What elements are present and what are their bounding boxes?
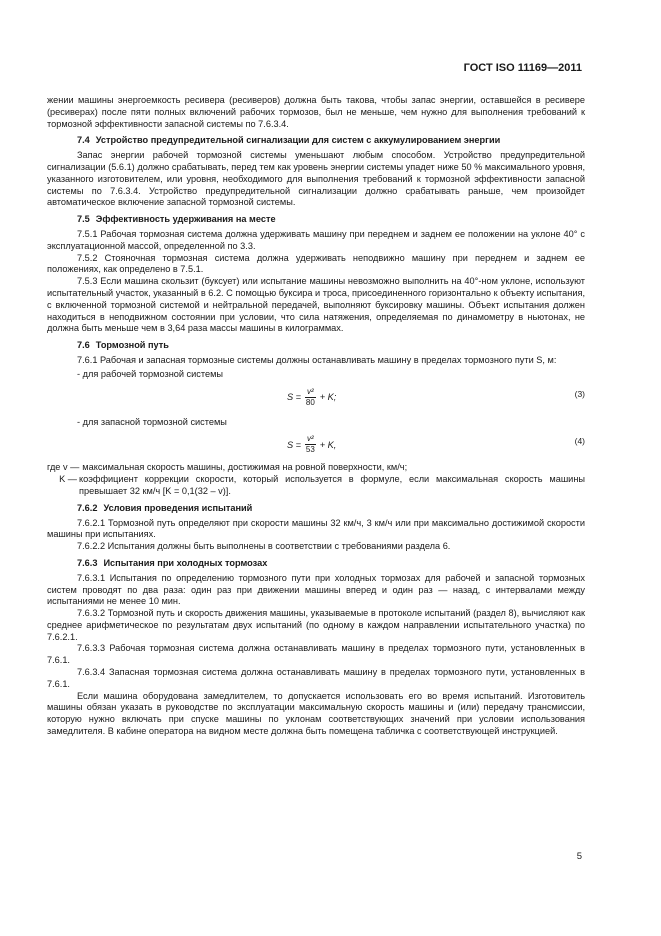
variable-definitions (47, 462, 585, 497)
section-heading-7-4 (77, 135, 585, 147)
section-title: Эффективность удерживания на месте (95, 214, 276, 225)
formula-lhs: S = (287, 392, 302, 403)
paragraph-7-6-3-3: 7.6.3.3 Рабочая тормозная система должна останавливать машину в пределах тормозного пути, установленных в 7.6.1. (47, 643, 585, 666)
definition-text: максимальная скорость машины, достижимая на ровной поверхности, км/ч; (82, 462, 408, 473)
section-title: Тормозной путь (95, 340, 169, 351)
section-heading-7-6-2 (77, 503, 585, 515)
paragraph-7-6-1: 7.6.1 Рабочая и запасная тормозные системы должны останавливать машину в пределах тормозного пути S, м: (77, 354, 557, 365)
page-number: 5 (576, 851, 582, 862)
formula-3 (47, 381, 585, 415)
formula-rhs: + K; (319, 392, 337, 403)
definition-v (47, 462, 585, 474)
paragraph-7-6-3-2: 7.6.3.2 Тормозной путь и скорость движения машины, указываемые в протоколе испытаний (раздел 8), вычисляют как среднее арифметическое по результатам двух испытаний (по одному в каждом направлении испытательного участка) по 7.6.2.1. (47, 608, 585, 642)
paragraph: Если машина оборудована замедлителем, то допускается использовать его во время испытаний. Изготовитель машины обязан указать в руководстве по эксплуатации максимальную скорость машины и (или) передачу трансмиссии, которую нужно включать при спуске машины по уклонам соответствующих значений при условии использования замедлителя. В кабине оператора на видном месте должна быть помещена табличка с соответствующей инструкцией. (47, 690, 585, 737)
formula-label: (4) (574, 436, 585, 447)
list-item: - для рабочей тормозной системы (77, 368, 224, 379)
formula-label: (3) (574, 388, 585, 399)
fraction (305, 387, 316, 408)
list-item: - для запасной тормозной системы (77, 416, 227, 427)
fraction (305, 434, 316, 455)
section-number: 7.5 (77, 214, 90, 225)
section-number: 7.4 (77, 135, 90, 146)
document-header: ГОСТ ISO 11169—2011 (463, 62, 582, 74)
paragraph-7-5-1: 7.5.1 Рабочая тормозная система должна удерживать машину при переднем и заднем ее положении на уклоне 40° с эксплуатационной массой, определенной по 3.3. (47, 228, 585, 251)
fraction-denominator: 53 (305, 445, 315, 455)
section-number: 7.6.3 (77, 557, 98, 568)
section-heading-7-6 (77, 340, 585, 352)
paragraph: жении машины энергоемкость ресивера (ресиверов) должна быть такова, чтобы запас энергии, оставшейся в ресивере (ресиверах) после пяти полных включений рабочих тормозов, был не меньше, чем нужно для выполнения требований к тормозной эффективности запасной системы по 7.6.3.4. (47, 95, 585, 129)
definition-text: коэффициент коррекции скорости, который используется в формуле, если максимальная скорость машины превышает 32 км/ч [K = 0,1(32 – v)]. (79, 474, 585, 496)
definition-symbol: где v — (47, 462, 80, 473)
section-heading-7-5 (77, 214, 585, 226)
paragraph-7-5-3: 7.5.3 Если машина скользит (буксует) или испытание машины невозможно выполнить на 40°-ном уклоне, используют испытательный участок, указанный в 6.2. С помощью буксира и троса, присоединенного горизонтально к объекту испытания, с включенной тормозной системой и нейтральной передачей, выполняют буксировку машины. Объект испытания должен находиться в неподвижном состоянии при условии, что сила натяжения, определяемая по динамометру в ньютонах, не должна быть меньше чем в 3,64 раза массы машины в килограммах. (47, 276, 585, 334)
fraction-denominator: 80 (305, 397, 315, 407)
paragraph-7-5-2: 7.5.2 Стояночная тормозная система должна удерживать неподвижно машину при переднем и заднем ее положениях, как определено в 7.5.1. (47, 252, 585, 275)
section-number: 7.6.2 (77, 502, 98, 513)
section-title: Испытания при холодных тормозах (103, 557, 268, 568)
definition-symbol: K — (59, 474, 77, 485)
section-title: Условия проведения испытаний (103, 502, 253, 513)
page-body (47, 95, 585, 738)
paragraph-7-6-3-1: 7.6.3.1 Испытания по определению тормозного пути при холодных тормозах для рабочей и запасной тормозных систем проводят по два раза: один раз при движении машины вперед и один раз — назад, с интервалами между испытаниями не менее 10 мин. (47, 572, 585, 607)
paragraph: Запас энергии рабочей тормозной системы уменьшают любым способом. Устройство предупредительной сигнализации (5.6.1) должно срабатывать, перед тем как уровень энергии системы упадет ниже 50 % максимального уровня, указанного изготовителем, или уровня, необходимого для выполнения требований к тормозной эффективности запасной системы по 7.6.3.4. Устройство предупредительной сигнализации должно срабатывать раньше, чем произойдет автоматическое включение запасной тормозной системы. (47, 150, 585, 208)
section-heading-7-6-3 (77, 558, 585, 570)
formula-lhs: S = (287, 439, 302, 450)
fraction-numerator: v² (307, 434, 314, 444)
paragraph-7-6-3-4: 7.6.3.4 Запасная тормозная система должна останавливать машину в пределах тормозного пути, установленных в 7.6.1. (47, 667, 585, 689)
paragraph-7-6-2-2: 7.6.2.2 Испытания должны быть выполнены в соответствии с требованиями раздела 6. (77, 541, 451, 552)
paragraph-7-6-2-1: 7.6.2.1 Тормозной путь определяют при скорости машины 32 км/ч, 3 км/ч или при максимально достижимой скорости машины при испытаниях. (47, 517, 585, 540)
formula-rhs: + K, (319, 439, 337, 450)
definition-k (47, 474, 585, 498)
formula-4 (47, 428, 585, 462)
fraction-numerator: v² (307, 386, 314, 396)
section-title: Устройство предупредительной сигнализации для систем с аккумулированием энергии (95, 135, 501, 146)
section-number: 7.6 (77, 340, 90, 351)
